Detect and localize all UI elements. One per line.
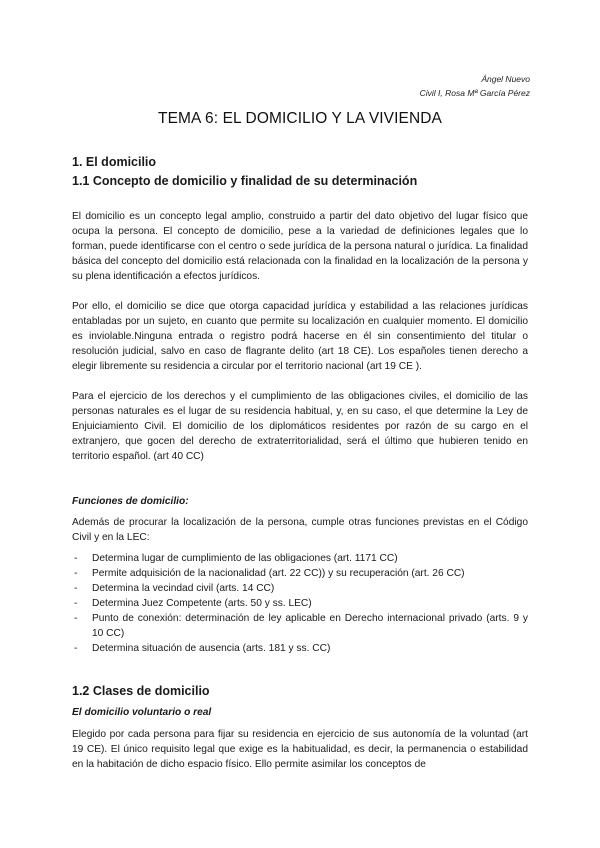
bullet-dash: - (74, 643, 78, 654)
subsection-heading-1-2: 1.2 Clases de domicilio (72, 684, 210, 698)
functions-list (72, 551, 528, 656)
bullet-dash: - (74, 568, 78, 579)
list-item: - Permite adquisición de la nacionalidad (art. 22 CC)) y su recuperación (art. 26 CC) (74, 568, 465, 579)
list-item: - Determina lugar de cumplimiento de las obligaciones (art. 1171 CC) (74, 553, 398, 564)
page-header (420, 72, 530, 100)
functions-intro: Además de procurar la localización de la persona, cumple otras funciones previstas en el Código Civil y en la LEC: (72, 517, 528, 543)
bullet-dash: - (74, 613, 78, 624)
section-heading-1: 1. El domicilio (72, 155, 157, 169)
voluntary-domicile-heading: El domicilio voluntario o real (72, 707, 212, 718)
document-body (72, 153, 528, 772)
paragraph-voluntary-domicile: Elegido por cada persona para fijar su residencia en ejercicio de sus autonomía de la voluntad (art 19 CE). El único requisito legal que exige es la habitualidad, es decir, la permanencia o estabilidad en la habitación de dicho espacio físico. Ello permite asimilar los conceptos de (72, 729, 528, 770)
list-item: - Determina la vecindad civil (arts. 14 CC) (74, 583, 275, 594)
bullet-dash: - (74, 598, 78, 609)
bullet-dash: - (74, 583, 78, 594)
list-item: - Determina Juez Competente (arts. 50 y ss. LEC) (74, 598, 312, 609)
paragraph-concept: El domicilio es un concepto legal amplio, construido a partir del dato objetivo del lugar físico que ocupa la persona. El concepto de domicilio, pese a la variedad de definiciones legales que lo forman, puede identificarse con el centro o sede jurídica de la persona natural o jurídica. La finalidad básica del concepto del domicilio está relacionada con la finalidad en la localización de la persona y su plena identificación a efectos jurídicos. (72, 211, 528, 282)
paragraph-art40: Para el ejercicio de los derechos y el cumplimiento de las obligaciones civiles, el domicilio de las personas naturales es el lugar de su residencia habitual, y, en su caso, el que determine la Ley de Enjuiciamiento Civil. El domicilio de los diplomáticos residentes por razón de su cargo en el extranjero, que gocen del derecho de extraterritorialidad, será el último que hubieren tenido en territorio español. (art 40 CC) (72, 391, 528, 462)
document-title: TEMA 6: EL DOMICILIO Y LA VIVIENDA (158, 110, 442, 127)
list-item: - Punto de conexión: determinación de ley aplicable en Derecho internacional privado (arts. 9 y 10 CC) (74, 613, 528, 639)
bullet-dash: - (74, 553, 78, 564)
header-author: Ángel Nuevo (481, 74, 530, 84)
paragraph-inviolable: Por ello, el domicilio se dice que otorga capacidad jurídica y estabilidad a las relaciones jurídicas entabladas por un sujeto, en cuanto que permite su localización en cualquier momento. El domicilio es inviolable.Ninguna entrada o registro podrá hacerse en él sin consentimiento del titular o resolución judicial, salvo en caso de flagrante delito (art 18 CE). Los españoles tienen derecho a elegir libremente su residencia a circular por el territorio nacional (art 19 CE ). (72, 301, 528, 372)
subsection-heading-1-1: 1.1 Concepto de domicilio y finalidad de su determinación (72, 174, 418, 188)
header-course: Civil I, Rosa Mª García Pérez (419, 88, 530, 98)
list-item: - Determina situación de ausencia (arts. 181 y ss. CC) (74, 643, 331, 654)
functions-heading: Funciones de domicilio: (72, 496, 189, 507)
